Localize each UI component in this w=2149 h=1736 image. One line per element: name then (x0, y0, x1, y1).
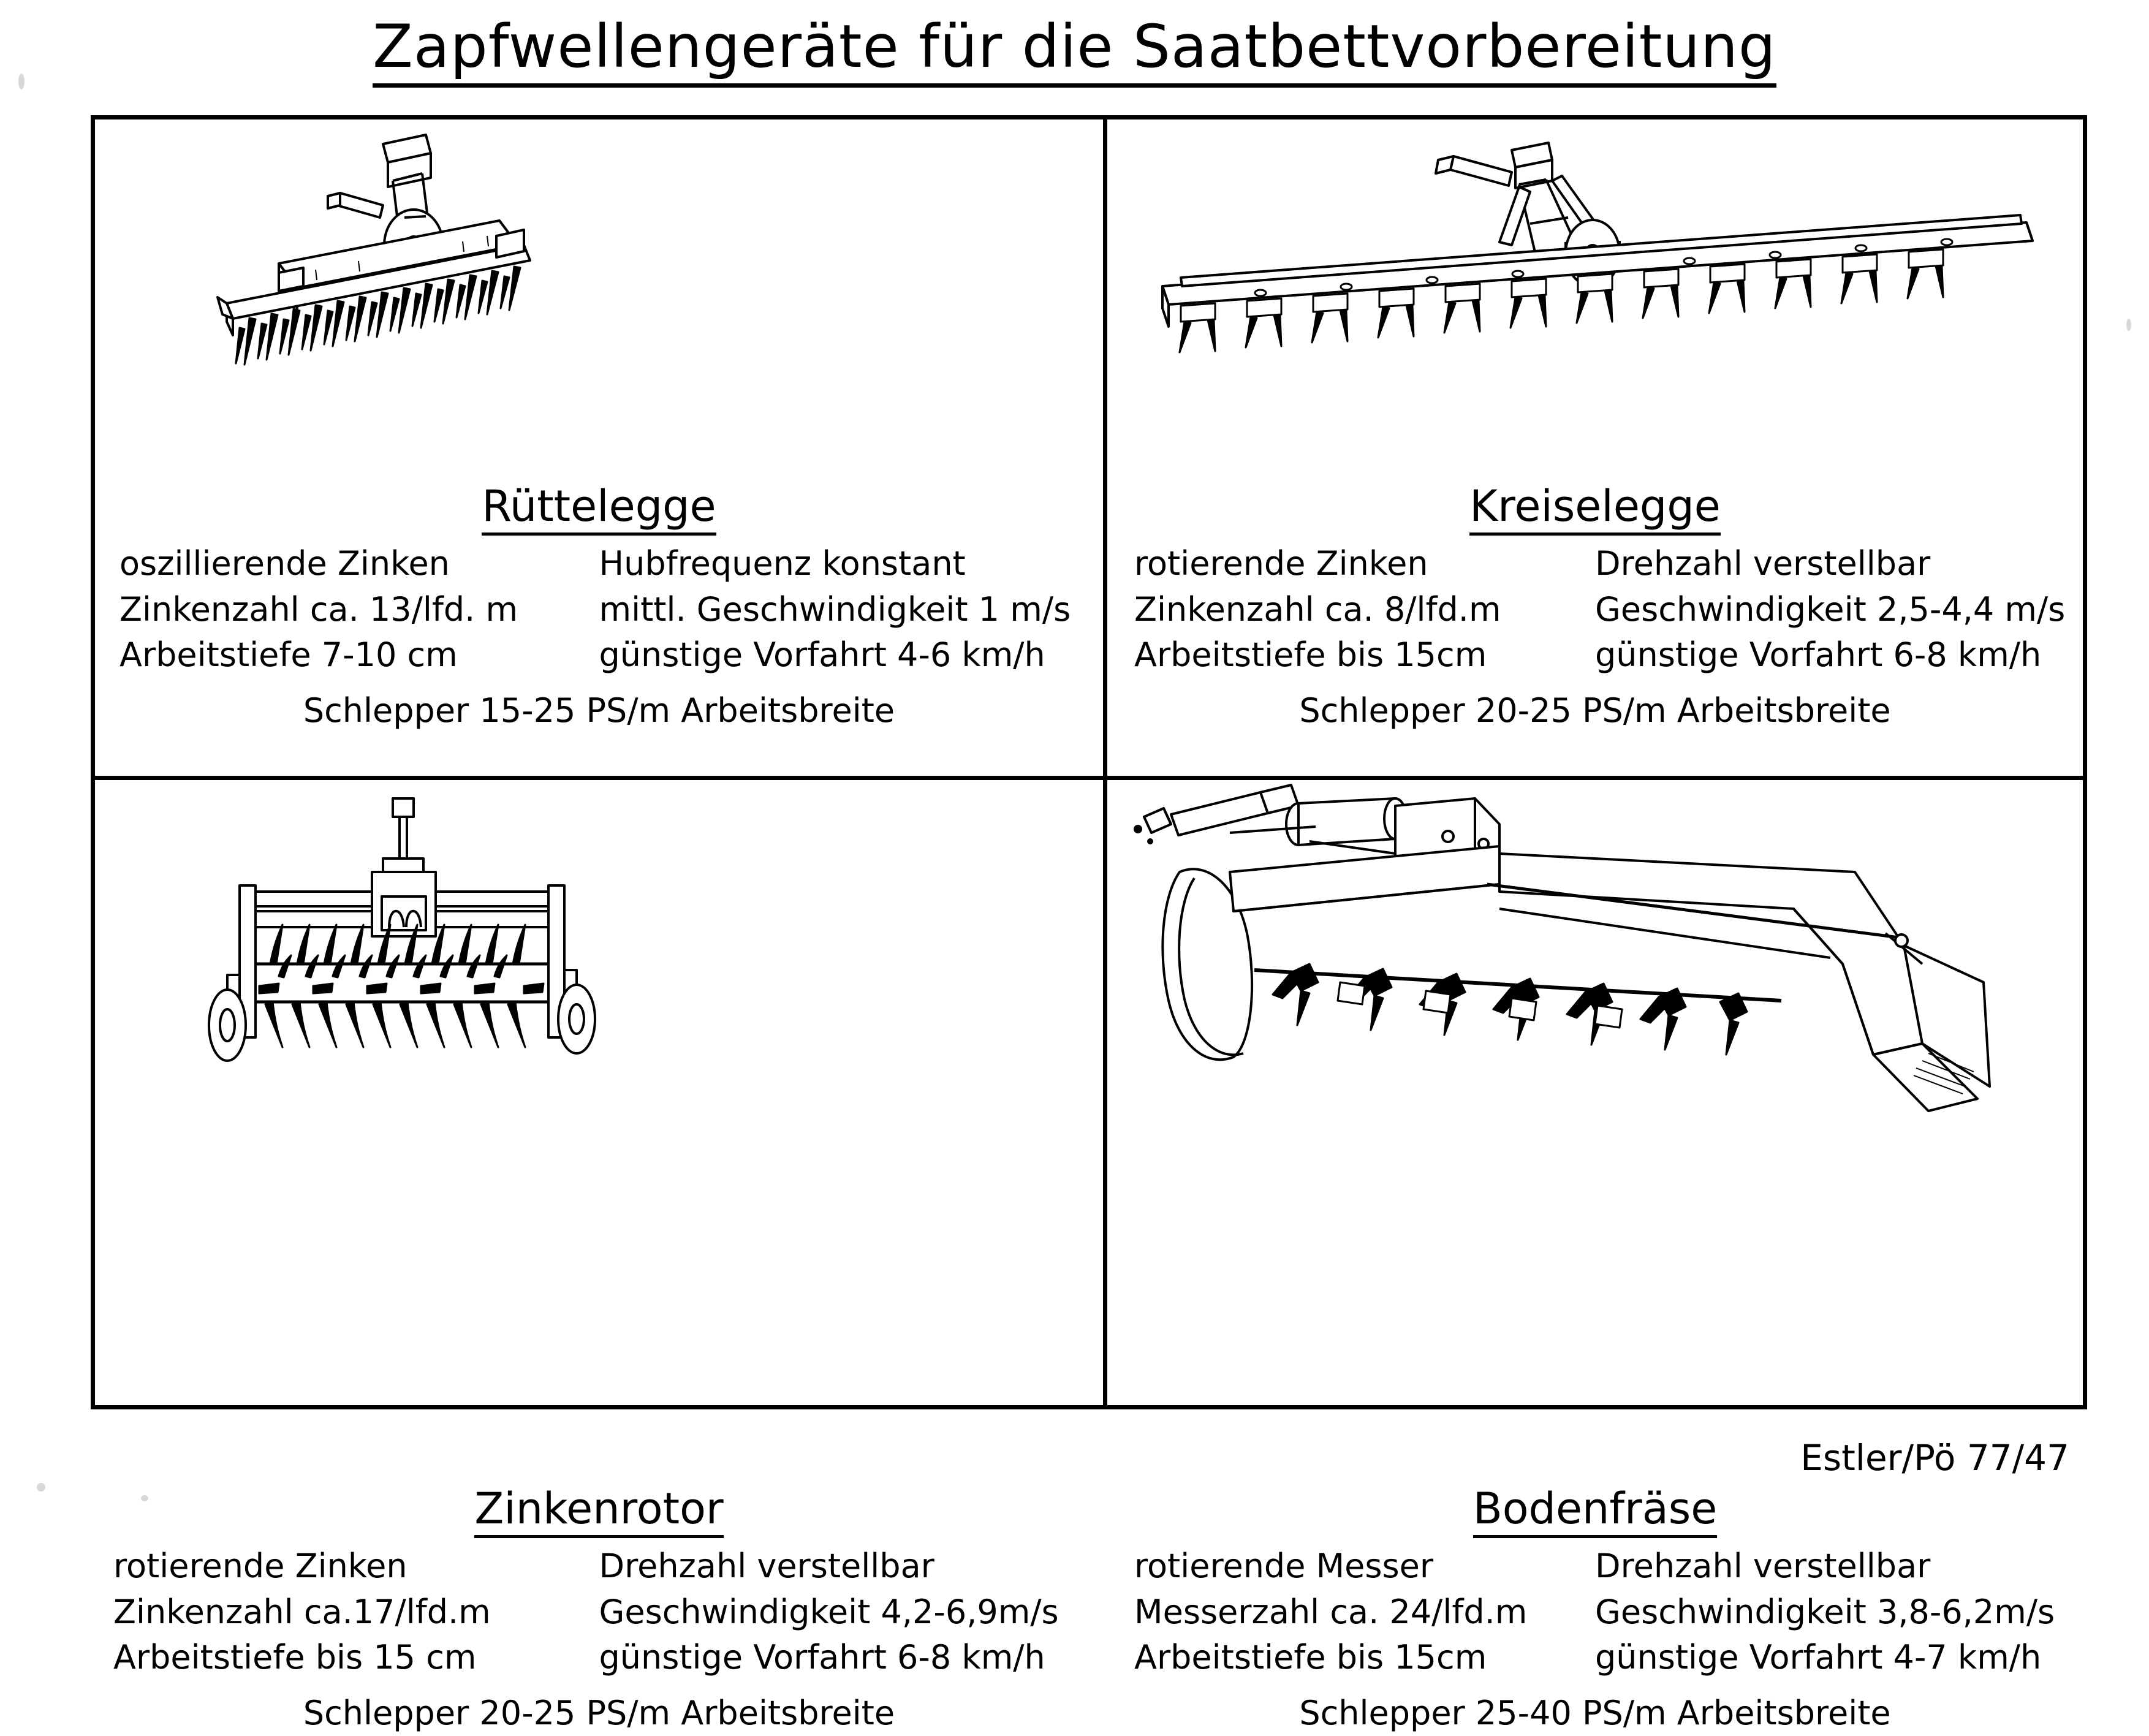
specs-ruettelegge (95, 541, 1103, 733)
spec-row (1107, 587, 2083, 633)
spec-value: günstige Vorfahrt 6-8 km/h (1595, 635, 2042, 675)
spec-row (95, 587, 1103, 633)
specs-zinkenrotor (95, 1544, 1103, 1736)
spec-value: günstige Vorfahrt 6-8 km/h (599, 1638, 1045, 1677)
spec-label: Arbeitstiefe bis 15cm (1134, 635, 1487, 675)
panel-ruettelegge (95, 119, 1103, 776)
specs-bodenfraese (1107, 1544, 2083, 1736)
spec-label: Zinkenzahl ca. 8/lfd.m (1134, 589, 1501, 629)
tractor-requirement: Schlepper 20-25 PS/m Arbeitsbreite (1299, 691, 1891, 730)
spec-row (95, 1590, 1103, 1636)
spec-label: Arbeitstiefe bis 15 cm (113, 1638, 477, 1677)
machine-name-zinkenrotor (95, 1484, 1103, 1534)
spec-row (1107, 541, 2083, 587)
spec-row (1107, 632, 2083, 678)
spec-label: Zinkenzahl ca.17/lfd.m (113, 1592, 491, 1631)
spec-value: mittl. Geschwindigkeit 1 m/s (599, 589, 1071, 629)
machine-name-bodenfraese (1107, 1484, 2083, 1534)
machine-name-ruettelegge (95, 481, 1103, 531)
rotary-tiller-drawing (1107, 780, 2083, 1142)
scan-speck (2126, 319, 2131, 331)
page-title (0, 12, 2149, 81)
frame-vertical-divider (1103, 115, 1107, 1409)
spec-label: Arbeitstiefe 7-10 cm (119, 635, 458, 675)
spec-value: Drehzahl verstellbar (1595, 544, 1931, 583)
spec-value: günstige Vorfahrt 4-7 km/h (1595, 1638, 2042, 1677)
spec-label: rotierende Zinken (113, 1547, 407, 1585)
spec-row (95, 1635, 1103, 1681)
machine-name-kreiselegge (1107, 481, 2083, 531)
machine-name-text: Kreiselegge (1469, 481, 1721, 536)
scan-speck (37, 1483, 45, 1492)
spec-value: Hubfrequenz konstant (599, 544, 966, 583)
machine-name-text: Bodenfräse (1473, 1484, 1718, 1538)
panel-kreiselegge (1107, 119, 2083, 776)
spec-value: Geschwindigkeit 4,2-6,9m/s (599, 1592, 1059, 1631)
spec-value: Drehzahl verstellbar (1595, 1547, 1931, 1585)
tractor-requirement: Schlepper 15-25 PS/m Arbeitsbreite (303, 691, 895, 730)
spec-label: Zinkenzahl ca. 13/lfd. m (119, 589, 518, 629)
panel-zinkenrotor (95, 780, 1103, 1732)
spec-row (1107, 1635, 2083, 1681)
spec-label: Messerzahl ca. 24/lfd.m (1134, 1592, 1528, 1631)
spec-row (1107, 1544, 2083, 1590)
oscillating-harrow-drawing (95, 119, 1103, 487)
tractor-requirement: Schlepper 20-25 PS/m Arbeitsbreite (303, 1693, 895, 1732)
spec-row (1107, 1590, 2083, 1636)
frame-horizontal-divider (91, 776, 2087, 780)
spec-value: Drehzahl verstellbar (599, 1547, 934, 1585)
rotary-harrow-drawing (1107, 119, 2083, 487)
specs-kreiselegge (1107, 541, 2083, 733)
spec-row (95, 541, 1103, 587)
spec-value: Geschwindigkeit 3,8-6,2m/s (1595, 1592, 2055, 1631)
machine-name-text: Rüttelegge (482, 481, 716, 536)
spec-value: günstige Vorfahrt 4-6 km/h (599, 635, 1045, 675)
spec-label: Arbeitstiefe bis 15cm (1134, 1638, 1487, 1677)
spec-label: rotierende Zinken (1134, 544, 1428, 583)
machine-name-text: Zinkenrotor (474, 1484, 723, 1538)
credit-line: Estler/Pö 77/47 (1800, 1437, 2069, 1479)
page-title-text: Zapfwellengeräte für die Saatbettvorbereitung (373, 12, 1776, 88)
tractor-requirement: Schlepper 25-40 PS/m Arbeitsbreite (1299, 1693, 1891, 1732)
spec-value: Geschwindigkeit 2,5-4,4 m/s (1595, 589, 2066, 629)
tine-rotor-drawing (95, 780, 1103, 1148)
spec-label: rotierende Messer (1134, 1547, 1434, 1585)
spec-label: oszillierende Zinken (119, 544, 450, 583)
spec-row (95, 1544, 1103, 1590)
spec-row (95, 632, 1103, 678)
